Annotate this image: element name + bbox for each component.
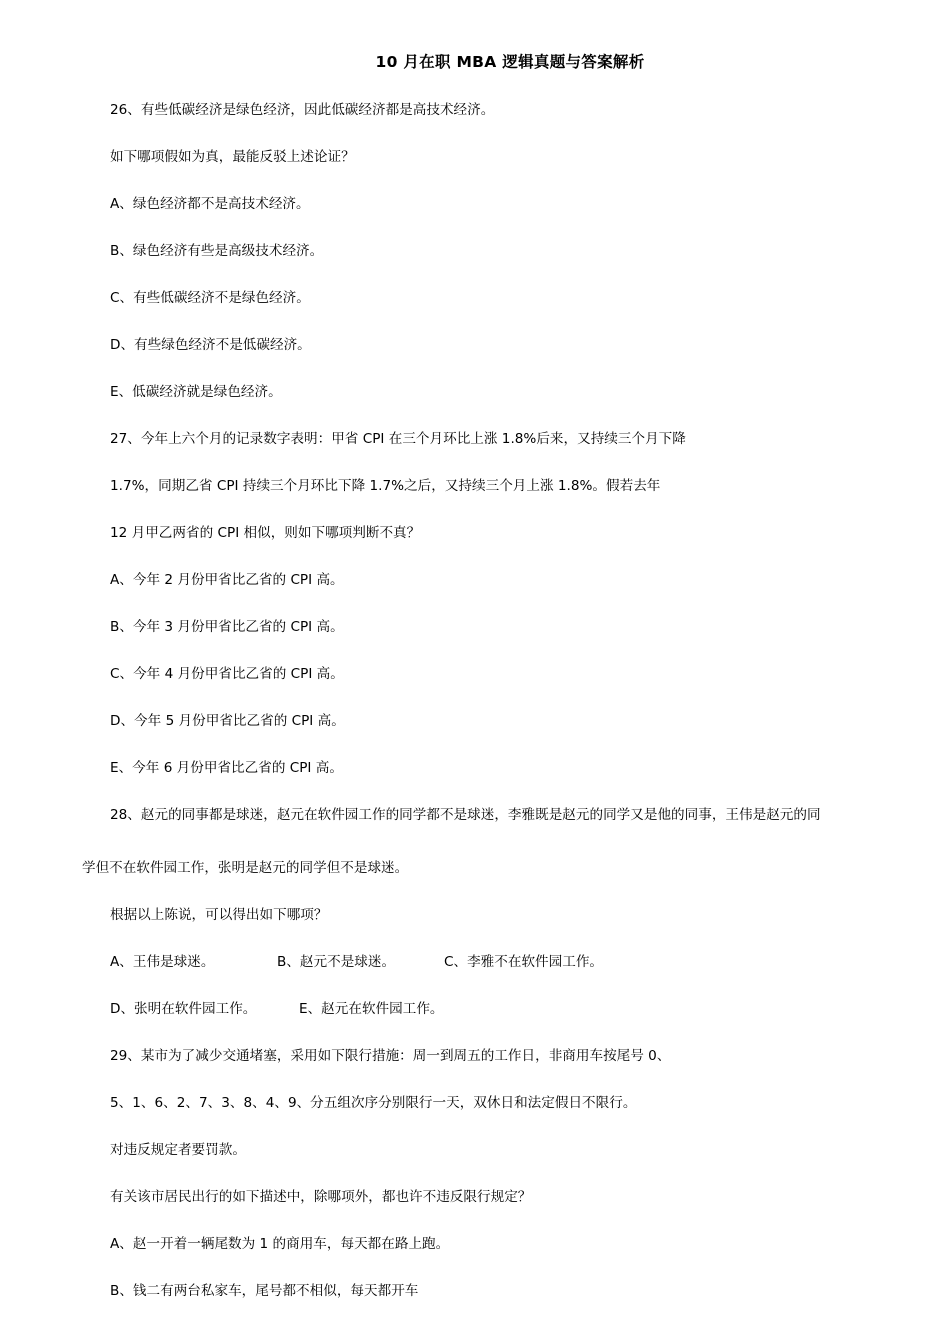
q28-option-c: C、李雅不在软件园工作。 <box>444 954 604 970</box>
q28-options-row-1 <box>110 952 603 972</box>
q27-option-a: A、今年 2 月份甲省比乙省的 CPI 高。 <box>110 572 344 588</box>
q28-stem-line-1: 28、赵元的同事都是球迷，赵元在软件园工作的同学都不是球迷，李雅既是赵元的同学又是他的同事，王伟是赵元的同 <box>110 807 821 823</box>
q27-option-b: B、今年 3 月份甲省比乙省的 CPI 高。 <box>110 619 344 635</box>
q28-option-b: B、赵元不是球迷。 <box>277 954 396 970</box>
q26-option-b: B、绿色经济有些是高级技术经济。 <box>110 243 324 259</box>
q29-stem-line-3: 对违反规定者要罚款。 <box>110 1142 246 1158</box>
q26-stem: 26、有些低碳经济是绿色经济，因此低碳经济都是高技术经济。 <box>110 102 495 118</box>
q28-option-a: A、王伟是球迷。 <box>110 954 215 970</box>
q29-option-b: B、钱二有两台私家车，尾号都不相似，每天都开车 <box>110 1283 419 1299</box>
q29-stem-line-2: 5、1、6、2、7、3、8、4、9、分五组次序分别限行一天，双休日和法定假日不限行。 <box>110 1095 637 1111</box>
q28-stem-line-2: 学但不在软件园工作，张明是赵元的同学但不是球迷。 <box>82 860 409 876</box>
q29-stem-line-1: 29、某市为了减少交通堵塞，采用如下限行措施：周一到周五的工作日，非商用车按尾号 0、 <box>110 1048 671 1064</box>
q26-question: 如下哪项假如为真，最能反驳上述论证？ <box>110 149 355 165</box>
q26-option-e: E、低碳经济就是绿色经济。 <box>110 384 282 400</box>
document-title: 10 月在职 MBA 逻辑真题与答案解析 <box>375 53 645 71</box>
q27-stem-line-2: 1.7%，同期乙省 CPI 持续三个月环比下降 1.7%之后，又持续三个月上涨 1.8%。假若去年 <box>110 478 661 494</box>
q27-stem-line-1: 27、今年上六个月的记录数字表明：甲省 CPI 在三个月环比上涨 1.8%后来，又持续三个月下降 <box>110 431 686 447</box>
q29-question: 有关该市居民出行的如下描述中，除哪项外，都也许不违反限行规定？ <box>110 1189 532 1205</box>
q28-option-e: E、赵元在软件园工作。 <box>299 1001 444 1017</box>
q27-option-d: D、今年 5 月份甲省比乙省的 CPI 高。 <box>110 713 345 729</box>
q28-question: 根据以上陈说，可以得出如下哪项？ <box>110 907 328 923</box>
q26-option-a: A、绿色经济都不是高技术经济。 <box>110 196 310 212</box>
q28-option-d: D、张明在软件园工作。 <box>110 1001 257 1017</box>
q26-option-d: D、有些绿色经济不是低碳经济。 <box>110 337 311 353</box>
q28-options-row-2 <box>110 999 444 1019</box>
q26-option-c: C、有些低碳经济不是绿色经济。 <box>110 290 310 306</box>
q27-option-e: E、今年 6 月份甲省比乙省的 CPI 高。 <box>110 760 343 776</box>
q27-option-c: C、今年 4 月份甲省比乙省的 CPI 高。 <box>110 666 344 682</box>
q27-stem-line-3: 12 月甲乙两省的 CPI 相似，则如下哪项判断不真？ <box>110 525 421 541</box>
q29-option-a: A、赵一开着一辆尾数为 1 的商用车，每天都在路上跑。 <box>110 1236 450 1252</box>
